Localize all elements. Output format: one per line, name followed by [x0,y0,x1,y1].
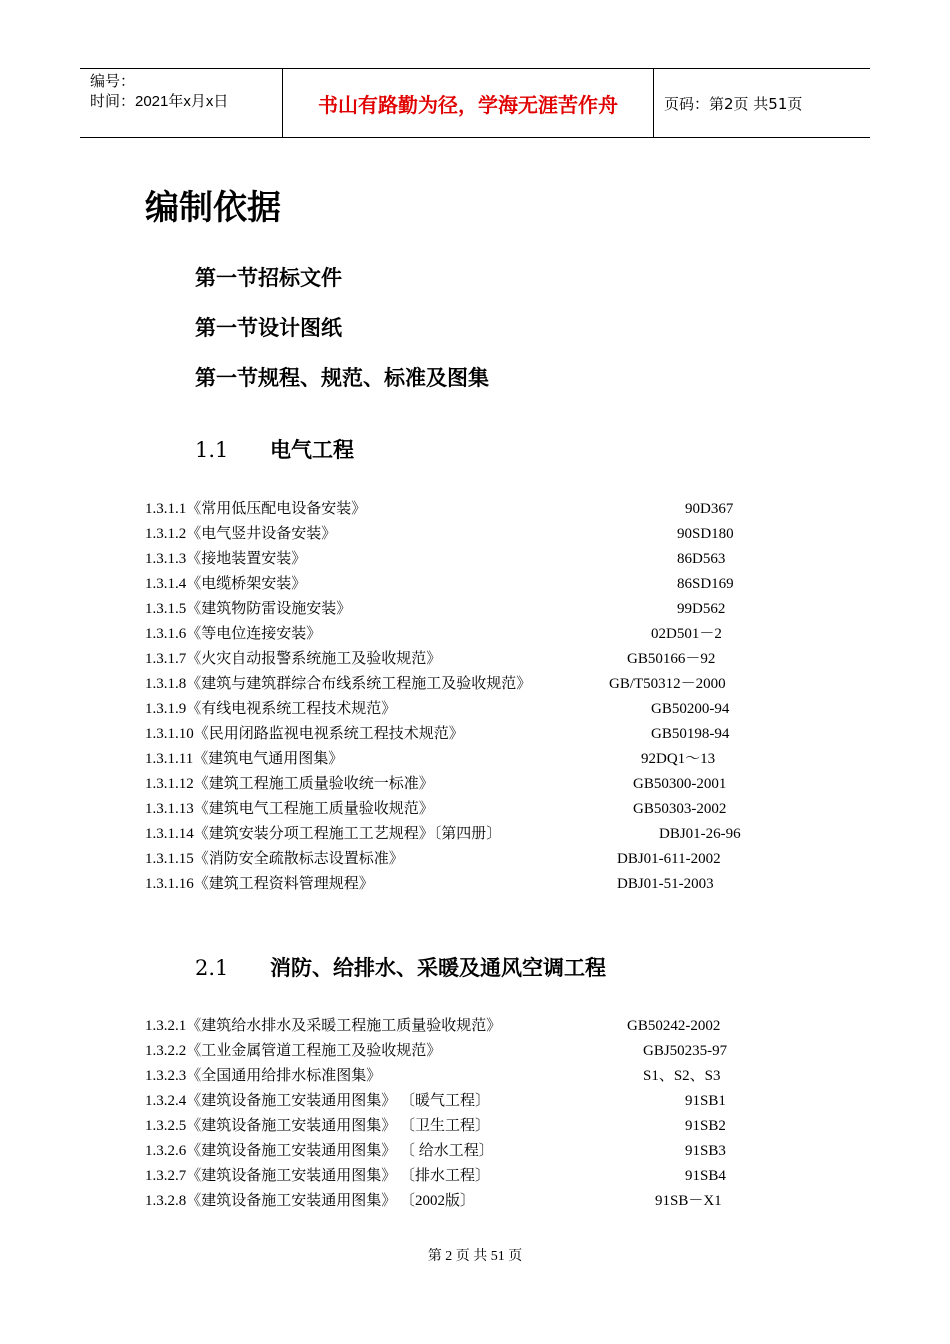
header-meta [80,69,282,137]
standard-item [145,572,785,597]
subsection-heading-electrical [195,436,354,464]
standard-code: 99D562 [677,601,726,617]
standard-code: 91SB－X1 [655,1193,722,1209]
subsection-title: 消防、给排水、采暖及通风空调工程 [270,956,606,980]
standard-title: 1.3.2.5《建筑设备施工安装通用图集》 〔卫生工程〕 [145,1118,491,1134]
standard-title: 1.3.1.3《接地装置安装》 [145,551,307,567]
standard-item [145,772,785,797]
standard-code: GB/T50312－2000 [609,676,726,692]
subsection-heading-hvac [195,954,606,982]
standard-title: 1.3.1.10《民用闭路监视电视系统工程技术规范》 [145,726,464,742]
standard-code: 90D367 [685,501,734,517]
standard-item [145,747,785,772]
standard-title: 1.3.2.1《建筑给水排水及采暖工程施工质量验收规范》 [145,1018,502,1034]
standard-item [145,1039,785,1064]
standard-code: GB50166－92 [627,651,716,667]
standard-code: 90SD180 [677,526,734,542]
page-header [80,68,870,138]
standard-item [145,1164,785,1189]
standard-title: 1.3.2.2《工业金属管道工程施工及验收规范》 [145,1043,442,1059]
standard-title: 1.3.1.16《建筑工程资料管理规程》 [145,876,374,892]
standard-code: 91SB2 [685,1118,726,1134]
subsection-title: 电气工程 [270,438,354,462]
standard-title: 1.3.1.11《建筑电气通用图集》 [145,751,344,767]
standard-title: 1.3.1.15《消防安全疏散标志设置标准》 [145,851,404,867]
standard-item [145,847,785,872]
standard-item [145,1089,785,1114]
standard-item [145,822,785,847]
standard-title: 1.3.1.14《建筑安装分项工程施工工艺规程》〔第四册〕 [145,826,502,842]
standard-item [145,597,785,622]
standard-code: 02D501－2 [651,626,722,642]
standard-title: 1.3.1.9《有线电视系统工程技术规范》 [145,701,397,717]
standard-item [145,522,785,547]
page-footer: 第 2 页 共 51 页 [427,1249,523,1264]
standard-title: 1.3.2.8《建筑设备施工安装通用图集》 〔2002版〕 [145,1193,476,1209]
standard-code: 86D563 [677,551,726,567]
standard-code: 91SB3 [685,1143,726,1159]
standard-code: 91SB1 [685,1093,726,1109]
standard-code: DBJ01-611-2002 [617,851,721,867]
standard-title: 1.3.2.4《建筑设备施工安装通用图集》 〔暖气工程〕 [145,1093,491,1109]
standard-title: 1.3.2.3《全国通用给排水标准图集》 [145,1068,382,1084]
standard-item [145,622,785,647]
standard-code: GB50200-94 [651,701,730,717]
standard-item [145,497,785,522]
standard-item [145,1189,785,1214]
document-date: 时间：2021年x月x日 [90,93,229,110]
standard-code: GB50300-2001 [633,776,727,792]
standard-title: 1.3.1.6《等电位连接安装》 [145,626,322,642]
standard-item [145,722,785,747]
standard-code: GB50242-2002 [627,1018,721,1034]
section-heading: 第一节招标文件 [195,266,342,290]
standard-title: 1.3.1.5《建筑物防雷设施安装》 [145,601,352,617]
standard-item [145,797,785,822]
standard-code: GB50303-2002 [633,801,727,817]
standard-item [145,697,785,722]
standard-title: 1.3.1.12《建筑工程施工质量验收统一标准》 [145,776,434,792]
standard-title: 1.3.1.8《建筑与建筑群综合布线系统工程施工及验收规范》 [145,676,532,692]
subsection-number: 1.1 [195,438,229,462]
standard-item [145,872,785,897]
standard-title: 1.3.2.7《建筑设备施工安装通用图集》 〔排水工程〕 [145,1168,491,1184]
standard-code: DBJ01-26-96 [659,826,741,842]
header-motto: 书山有路勤为径，学海无涯苦作舟 [282,69,654,137]
standard-item [145,1014,785,1039]
header-page-info: 页码：第2页 共51页 [664,94,803,113]
standard-item [145,1064,785,1089]
standard-code: DBJ01-51-2003 [617,876,714,892]
document-number-label: 编号： [90,73,136,90]
standard-code: GB50198-94 [651,726,730,742]
standard-title: 1.3.1.1《常用低压配电设备安装》 [145,501,367,517]
standard-title: 1.3.1.2《电气竖井设备安装》 [145,526,337,542]
standard-item [145,647,785,672]
section-heading: 第一节规程、规范、标准及图集 [195,366,489,390]
standard-code: 92DQ1～13 [641,751,716,767]
standard-code: 91SB4 [685,1168,726,1184]
standard-code: 86SD169 [677,576,734,592]
standard-item [145,1114,785,1139]
standard-code: GBJ50235-97 [643,1043,728,1059]
standard-title: 1.3.1.7《火灾自动报警系统施工及验收规范》 [145,651,442,667]
standard-title: 1.3.1.13《建筑电气工程施工质量验收规范》 [145,801,434,817]
standard-item [145,672,785,697]
section-heading: 第一节设计图纸 [195,316,342,340]
standard-title: 1.3.1.4《电缆桥架安装》 [145,576,307,592]
subsection-number: 2.1 [195,956,229,980]
standard-title: 1.3.2.6《建筑设备施工安装通用图集》 〔 给水工程〕 [145,1143,494,1159]
standard-item [145,547,785,572]
page-title: 编制依据 [145,188,281,228]
standard-code: S1、S2、S3 [643,1068,721,1084]
standard-item [145,1139,785,1164]
